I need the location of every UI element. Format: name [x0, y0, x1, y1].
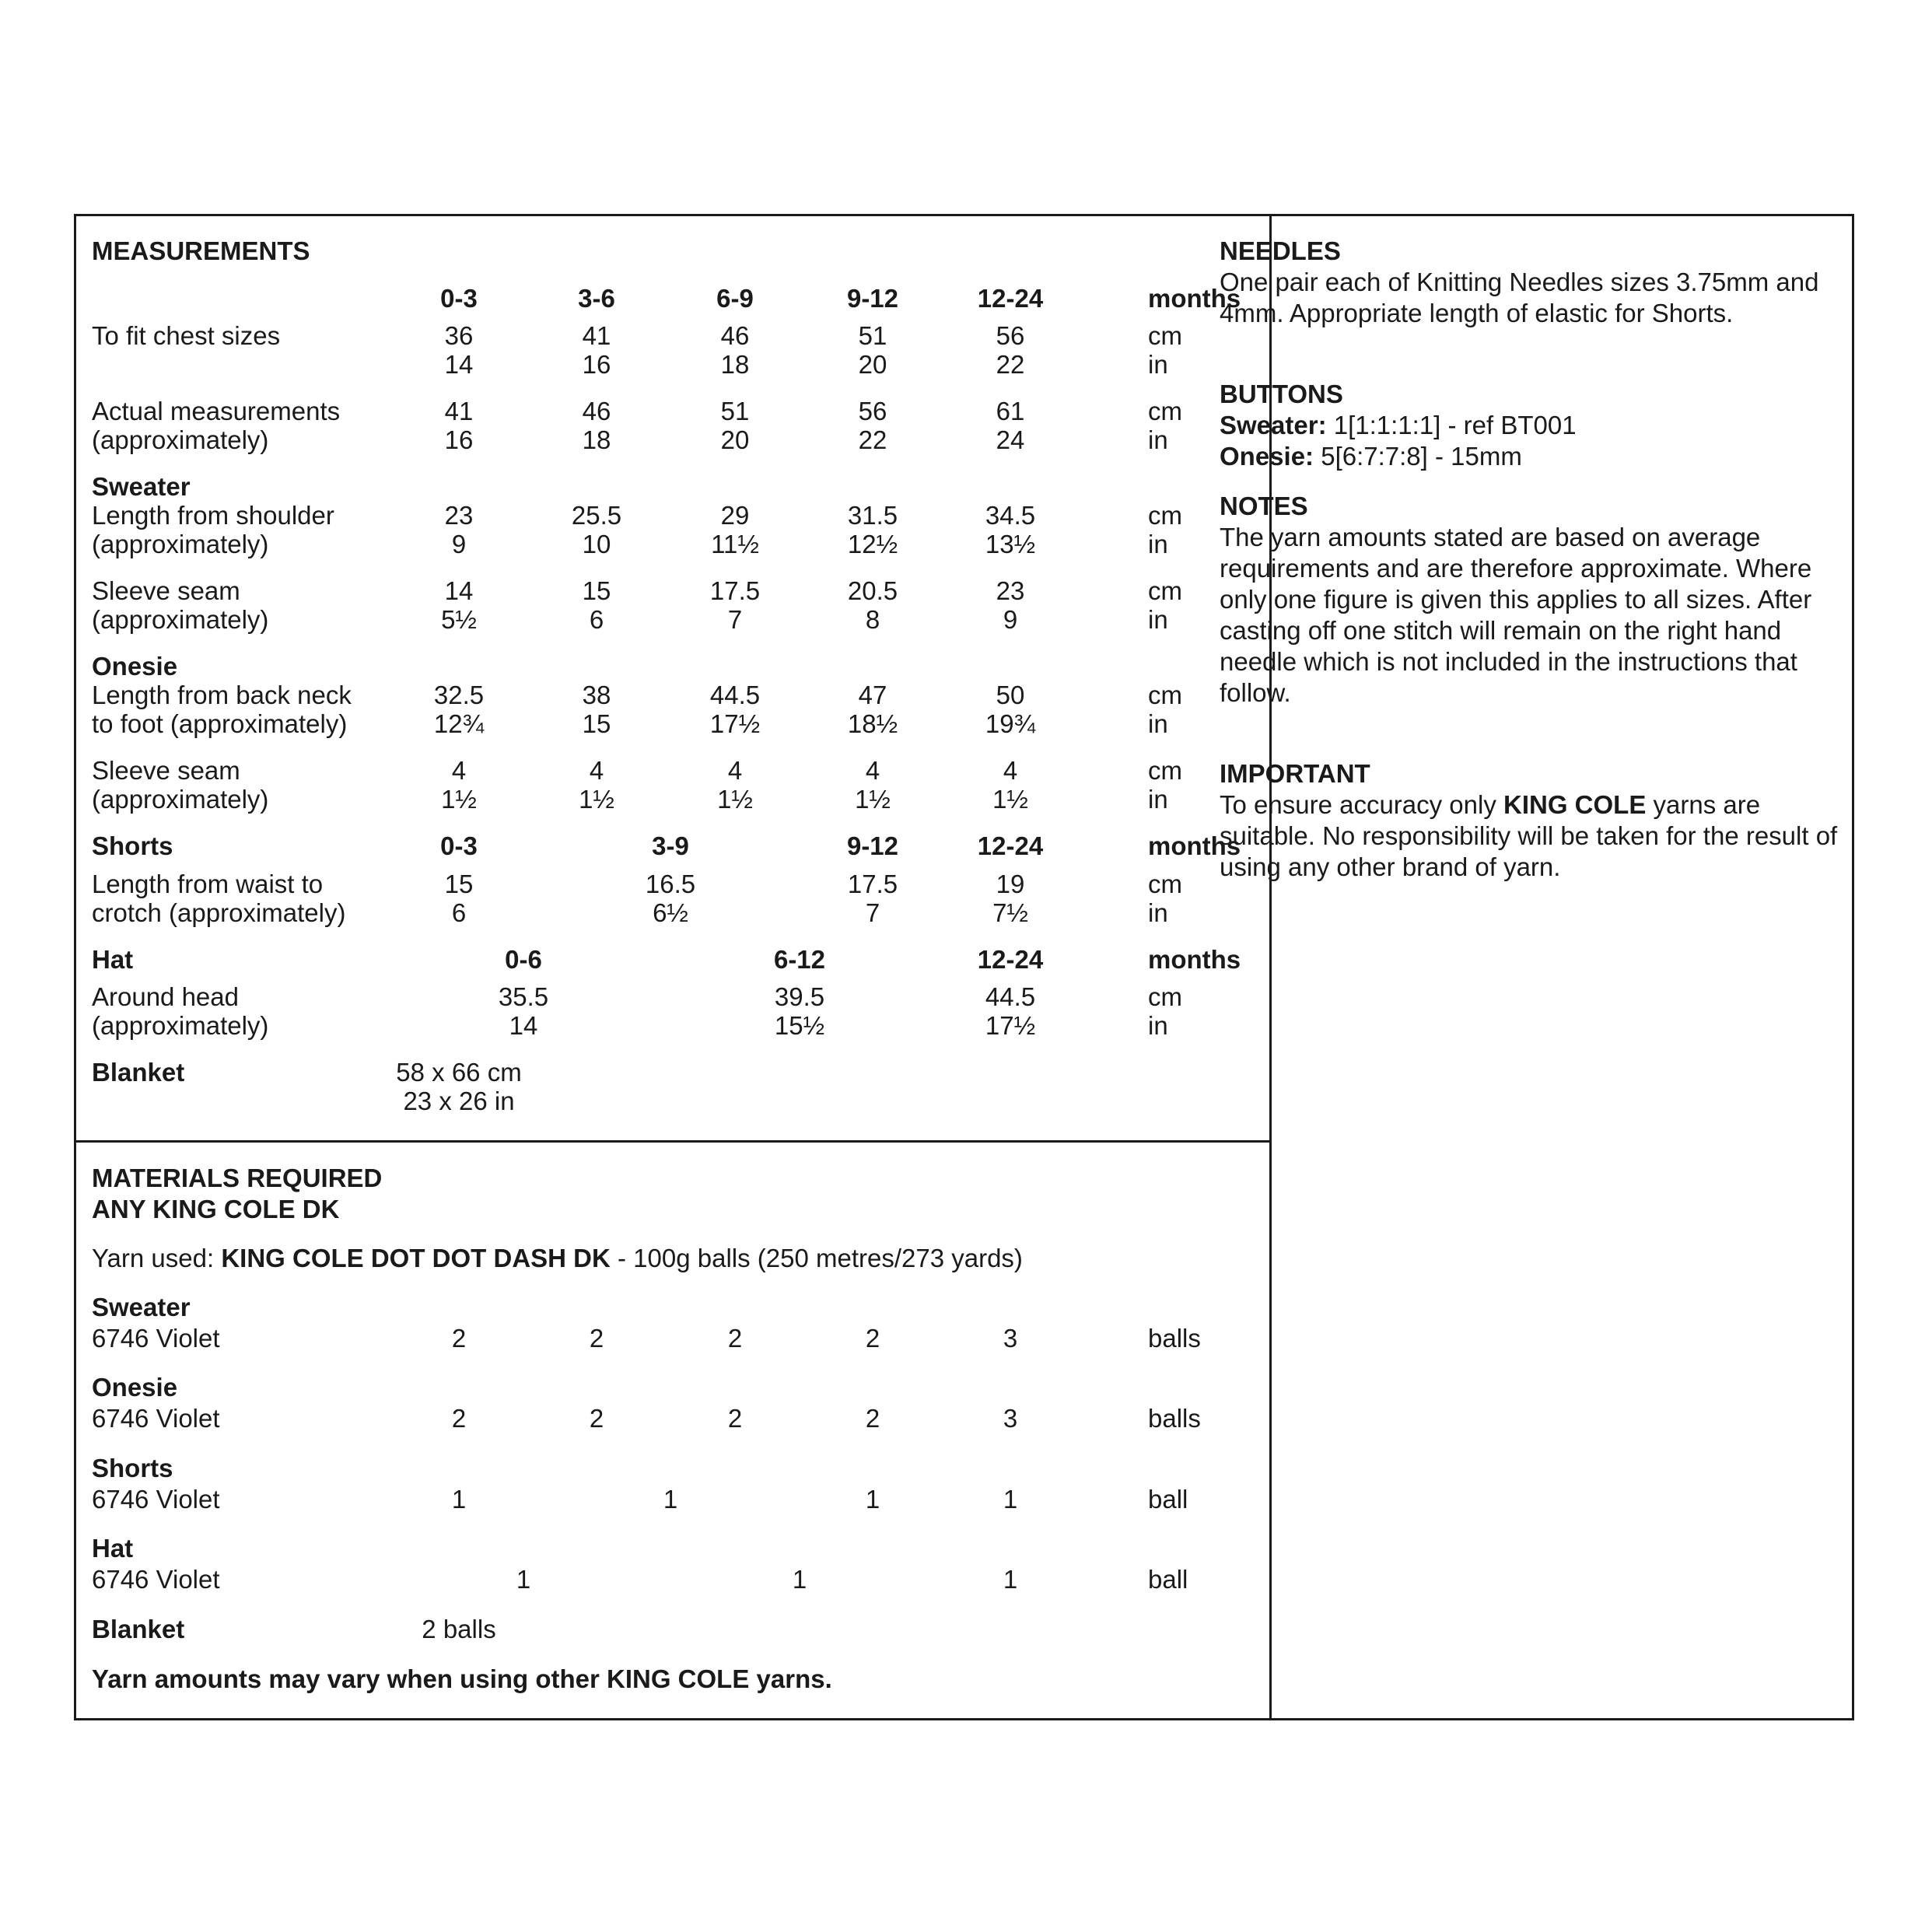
size-header: 3-6 [578, 284, 615, 313]
section-heading: Shorts [92, 831, 173, 860]
materials-subheading: ANY KING COLE DK [92, 1195, 340, 1223]
cell-value: 1 [792, 1565, 807, 1594]
size-header: 0-3 [440, 284, 478, 313]
unit-label: cm [1148, 681, 1182, 709]
cell-value: 20.5 [847, 576, 898, 605]
cell-value: 20 [720, 425, 750, 454]
unit-label: in [1148, 1011, 1168, 1040]
materials-footnote: Yarn amounts may vary when using other KING COLE yarns. [92, 1664, 832, 1693]
notes-text: The yarn amounts stated are based on average requirements and are therefore approximate. Where only one figure is given this applies to all sizes. After casting off one stitch will remain on the right hand needle which is not included in the instructions that follow. [1220, 523, 1812, 707]
size-header: 12-24 [977, 284, 1044, 313]
notes-section [1220, 491, 1842, 709]
cell-value: 32.5 [433, 681, 485, 709]
cell-value: 25.5 [571, 501, 622, 530]
section-heading: Blanket [92, 1058, 185, 1087]
cell-value: 6 [451, 898, 467, 927]
unit-label: in [1148, 605, 1168, 634]
cell-value: 14 [444, 350, 474, 379]
unit-label: cm [1148, 982, 1182, 1011]
measurements-heading: MEASUREMENTS [92, 236, 310, 265]
cell-value: 7½ [992, 898, 1028, 927]
cell-value: 4 [589, 756, 604, 785]
yarn-color: 6746 Violet [92, 1324, 220, 1353]
cell-value: 19 [996, 870, 1025, 898]
row-label: Sleeve seam [92, 756, 240, 785]
unit-label: cm [1148, 501, 1182, 530]
section-heading: Hat [92, 945, 134, 974]
yarn-name: KING COLE DOT DOT DASH DK [221, 1244, 611, 1272]
size-header: 0-6 [505, 945, 542, 974]
cell-value: 10 [582, 530, 611, 558]
unit-label: in [1148, 898, 1168, 927]
unit-label: balls [1148, 1324, 1201, 1353]
row-label: Length from waist to [92, 870, 324, 898]
cell-value: 1 [451, 1485, 467, 1514]
row-label: crotch (approximately) [92, 898, 346, 927]
size-header: 3-9 [652, 831, 689, 860]
cell-value: 1½ [855, 785, 891, 814]
unit-label: in [1148, 425, 1168, 454]
buttons-sweater: Sweater: 1[1:1:1:1] - ref BT001 [1220, 411, 1577, 439]
cell-value: 61 [996, 397, 1025, 425]
unit-label: months [1148, 831, 1241, 860]
cell-value: 14 [444, 576, 474, 605]
cell-value: 17½ [985, 1011, 1036, 1040]
size-header: 12-24 [977, 831, 1044, 860]
cell-value: 23 [996, 576, 1025, 605]
row-label: Length from back neck [92, 681, 352, 709]
unit-label: in [1148, 530, 1168, 558]
blanket-size-in: 23 x 26 in [403, 1087, 515, 1115]
cell-value: 11½ [711, 530, 759, 558]
needles-section [1220, 236, 1842, 329]
yarn-color: 6746 Violet [92, 1485, 220, 1514]
size-header: 9-12 [846, 831, 899, 860]
cell-value: 24 [996, 425, 1025, 454]
cell-value: 15 [444, 870, 474, 898]
cell-value: 14 [509, 1011, 538, 1040]
cell-value: 41 [444, 397, 474, 425]
row-label: (approximately) [92, 530, 269, 558]
cell-value: 6½ [653, 898, 688, 927]
cell-value: 4 [865, 756, 880, 785]
cell-value: 2 [727, 1324, 743, 1353]
cell-value: 2 [865, 1324, 880, 1353]
unit-label: cm [1148, 756, 1182, 785]
row-label: Actual measurements [92, 397, 341, 425]
cell-value: 2 [589, 1324, 604, 1353]
cell-value: 2 [589, 1404, 604, 1433]
unit-label: cm [1148, 321, 1182, 350]
cell-value: 17.5 [709, 576, 761, 605]
unit-label: months [1148, 945, 1241, 974]
section-heading: Hat [92, 1534, 134, 1563]
cell-value: 35.5 [498, 982, 549, 1011]
row-label: To fit chest sizes [92, 321, 281, 350]
unit-label: ball [1148, 1485, 1188, 1514]
row-label: (approximately) [92, 785, 269, 814]
cell-value: 1½ [579, 785, 614, 814]
important-text: To ensure accuracy only KING COLE yarns are suitable. No responsibility will be taken for the result of using any other brand of yarn. [1220, 790, 1838, 881]
section-divider [76, 1140, 1270, 1143]
cell-value: 47 [858, 681, 887, 709]
unit-label: balls [1148, 1404, 1201, 1433]
materials-heading: MATERIALS REQUIRED [92, 1164, 383, 1192]
cell-value: 12¾ [433, 709, 485, 738]
cell-value: 46 [720, 321, 750, 350]
cell-value: 34.5 [985, 501, 1036, 530]
cell-value: 44.5 [985, 982, 1036, 1011]
cell-value: 20 [858, 350, 887, 379]
section-heading: Sweater [92, 472, 191, 501]
unit-label: in [1148, 350, 1168, 379]
size-header: 6-12 [773, 945, 826, 974]
cell-value: 18 [582, 425, 611, 454]
cell-value: 16 [582, 350, 611, 379]
cell-value: 15½ [774, 1011, 825, 1040]
section-heading: Blanket [92, 1615, 185, 1643]
section-heading: Onesie [92, 1373, 178, 1402]
cell-value: 18½ [847, 709, 898, 738]
cell-value: 15 [582, 576, 611, 605]
unit-label: cm [1148, 576, 1182, 605]
cell-value: 51 [858, 321, 887, 350]
cell-value: 6 [589, 605, 604, 634]
cell-value: 2 [451, 1324, 467, 1353]
cell-value: 16 [444, 425, 474, 454]
yarn-color: 6746 Violet [92, 1404, 220, 1433]
cell-value: 7 [865, 898, 880, 927]
cell-value: 4 [451, 756, 467, 785]
row-label: (approximately) [92, 605, 269, 634]
row-label: Length from shoulder [92, 501, 334, 530]
cell-value: 15 [582, 709, 611, 738]
cell-value: 1 [516, 1565, 531, 1594]
cell-value: 1 [1003, 1565, 1018, 1594]
cell-value: 56 [996, 321, 1025, 350]
cell-value: 17½ [709, 709, 761, 738]
cell-value: 56 [858, 397, 887, 425]
cell-value: 1 [663, 1485, 678, 1514]
cell-value: 17.5 [847, 870, 898, 898]
row-label: Around head [92, 982, 239, 1011]
blanket-size-cm: 58 x 66 cm [396, 1058, 522, 1087]
cell-value: 2 [865, 1404, 880, 1433]
cell-value: 1½ [717, 785, 753, 814]
cell-value: 51 [720, 397, 750, 425]
important-heading: IMPORTANT [1220, 759, 1370, 788]
cell-value: 1½ [441, 785, 477, 814]
cell-value: 50 [996, 681, 1025, 709]
unit-label: in [1148, 785, 1168, 814]
unit-label: months [1148, 284, 1241, 313]
yarn-used-line: Yarn used: KING COLE DOT DOT DASH DK - 100g balls (250 metres/273 yards) [92, 1244, 1023, 1272]
cell-value: 5½ [441, 605, 477, 634]
size-header: 0-3 [440, 831, 478, 860]
cell-value: 7 [727, 605, 743, 634]
notes-heading: NOTES [1220, 492, 1308, 520]
cell-value: 4 [1003, 756, 1018, 785]
row-label: to foot (approximately) [92, 709, 348, 738]
cell-value: 31.5 [847, 501, 898, 530]
section-heading: Shorts [92, 1454, 173, 1482]
cell-value: 13½ [985, 530, 1036, 558]
needles-heading: NEEDLES [1220, 236, 1341, 265]
needles-text: One pair each of Knitting Needles sizes 3.75mm and 4mm. Appropriate length of elastic for Shorts. [1220, 268, 1819, 327]
cell-value: 9 [1003, 605, 1018, 634]
cell-value: 1 [865, 1485, 880, 1514]
buttons-onesie: Onesie: 5[6:7:7:8] - 15mm [1220, 442, 1522, 471]
cell-value: 38 [582, 681, 611, 709]
cell-value: 46 [582, 397, 611, 425]
cell-value: 18 [720, 350, 750, 379]
section-heading: Sweater [92, 1293, 191, 1321]
cell-value: 1 [1003, 1485, 1018, 1514]
cell-value: 12½ [847, 530, 898, 558]
section-heading: Onesie [92, 652, 178, 681]
size-header: 12-24 [977, 945, 1044, 974]
cell-value: 8 [865, 605, 880, 634]
unit-label: in [1148, 709, 1168, 738]
cell-value: 22 [858, 425, 887, 454]
cell-value: 4 [727, 756, 743, 785]
row-label: (approximately) [92, 1011, 269, 1040]
cell-value: 41 [582, 321, 611, 350]
important-section [1220, 758, 1842, 883]
row-label: Sleeve seam [92, 576, 240, 605]
buttons-section [1220, 379, 1842, 472]
cell-value: 9 [451, 530, 467, 558]
cell-value: 44.5 [709, 681, 761, 709]
cell-value: 39.5 [774, 982, 825, 1011]
cell-value: 16.5 [645, 870, 696, 898]
size-header: 6-9 [716, 284, 754, 313]
cell-value: 19¾ [985, 709, 1036, 738]
cell-value: 2 [727, 1404, 743, 1433]
yarn-color: 6746 Violet [92, 1565, 220, 1594]
cell-value: 29 [720, 501, 750, 530]
cell-value: 23 [444, 501, 474, 530]
cell-value: 2 [451, 1404, 467, 1433]
cell-value: 22 [996, 350, 1025, 379]
unit-label: cm [1148, 870, 1182, 898]
cell-value: 3 [1003, 1324, 1018, 1353]
size-header: 9-12 [846, 284, 899, 313]
row-label: (approximately) [92, 425, 269, 454]
cell-value: 3 [1003, 1404, 1018, 1433]
brand-name: KING COLE [1503, 790, 1647, 819]
cell-value: 2 balls [422, 1615, 496, 1643]
unit-label: ball [1148, 1565, 1188, 1594]
unit-label: cm [1148, 397, 1182, 425]
buttons-heading: BUTTONS [1220, 380, 1343, 408]
cell-value: 1½ [992, 785, 1028, 814]
cell-value: 36 [444, 321, 474, 350]
